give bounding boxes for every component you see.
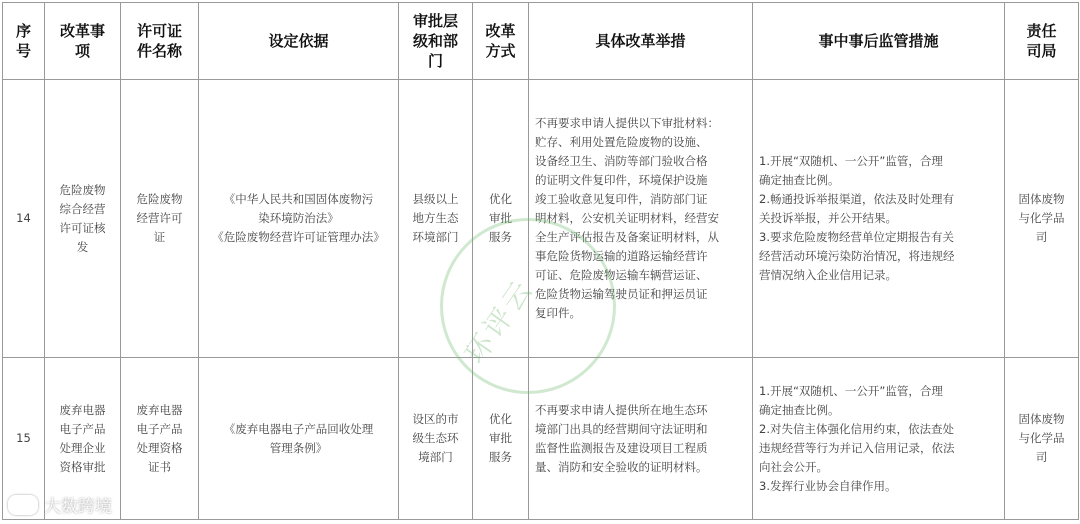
cell-basis: 《废弃电器电子产品回收处理 管理条例》 — [199, 358, 399, 520]
cell-supervision: 1.开展“双随机、一公开”监管，合理 确定抽查比例。 2.畅通投诉举报渠道，依法及时处理有 关投诉举报，并公开结果。 3.要求危险废物经营单位定期报告有关 经营活动环境污染防治情况，将违规经 营情况纳入企业信用记录。 — [753, 80, 1005, 358]
header-row — [3, 3, 1079, 80]
cell-method: 优化 审批 服务 — [473, 80, 529, 358]
header-dept: 审批层 级和部 门 — [399, 3, 473, 80]
cell-item: 废弃电器 电子产品 处理企业 资格审批 — [45, 358, 121, 520]
table-row — [3, 80, 1079, 358]
cell-dept: 设区的市 级生态环 境部门 — [399, 358, 473, 520]
watermark-text: 大数跨境 — [44, 497, 112, 517]
cell-supervision: 1.开展“双随机、一公开”监管，合理 确定抽查比例。 2.对失信主体强化信用约束，依法查处 违规经营等行为并记入信用记录，依法 向社会公开。 3.发挥行业协会自律作用。 — [753, 358, 1005, 520]
header-supervision: 事中事后监管措施 — [753, 3, 1005, 80]
reform-table — [2, 2, 1079, 520]
cell-basis: 《中华人民共和国固体废物污 染环境防治法》 《危险废物经营许可证管理办法》 — [199, 80, 399, 358]
cell-method: 优化 审批 服务 — [473, 358, 529, 520]
header-basis: 设定依据 — [199, 3, 399, 80]
header-method: 改革 方式 — [473, 3, 529, 80]
cell-no: 14 — [3, 80, 45, 358]
header-item: 改革事 项 — [45, 3, 121, 80]
cell-dept: 县级以上 地方生态 环境部门 — [399, 80, 473, 358]
header-no: 序 号 — [3, 3, 45, 80]
cell-bureau: 固体废物 与化学品 司 — [1005, 80, 1079, 358]
cell-no: 15 — [3, 358, 45, 520]
header-license: 许可证 件名称 — [121, 3, 199, 80]
header-measures: 具体改革举措 — [529, 3, 753, 80]
cell-item: 危险废物 综合经营 许可证核 发 — [45, 80, 121, 358]
cell-license: 废弃电器 电子产品 处理资格 证书 — [121, 358, 199, 520]
cell-measures: 不再要求申请人提供所在地生态环 境部门出具的经营期间守法证明和 监督性监测报告及建设项目工程质 量、消防和安全验收的证明材料。 — [529, 358, 753, 520]
cell-measures: 不再要求申请人提供以下审批材料： 贮存、利用处置危险废物的设施、 设备经卫生、消防等部门验收合格 的证明文件复印件，环境保护设施 竣工验收意见复印件，消防部门证 明材料，公安机关证明材料，经营安 全生产评估报告及备案证明材料，从 事危险货物运输的道路运输经营许 可证、危险废物运输车辆营运证、 危险货物运输驾驶员证和押运员证 复印件。 — [529, 80, 753, 358]
cell-license: 危险废物 经营许可 证 — [121, 80, 199, 358]
stamp-text: 环评云 — [458, 272, 541, 370]
cell-bureau: 固体废物 与化学品 司 — [1005, 358, 1079, 520]
header-bureau: 责任 司局 — [1005, 3, 1079, 80]
table-row — [3, 358, 1079, 520]
